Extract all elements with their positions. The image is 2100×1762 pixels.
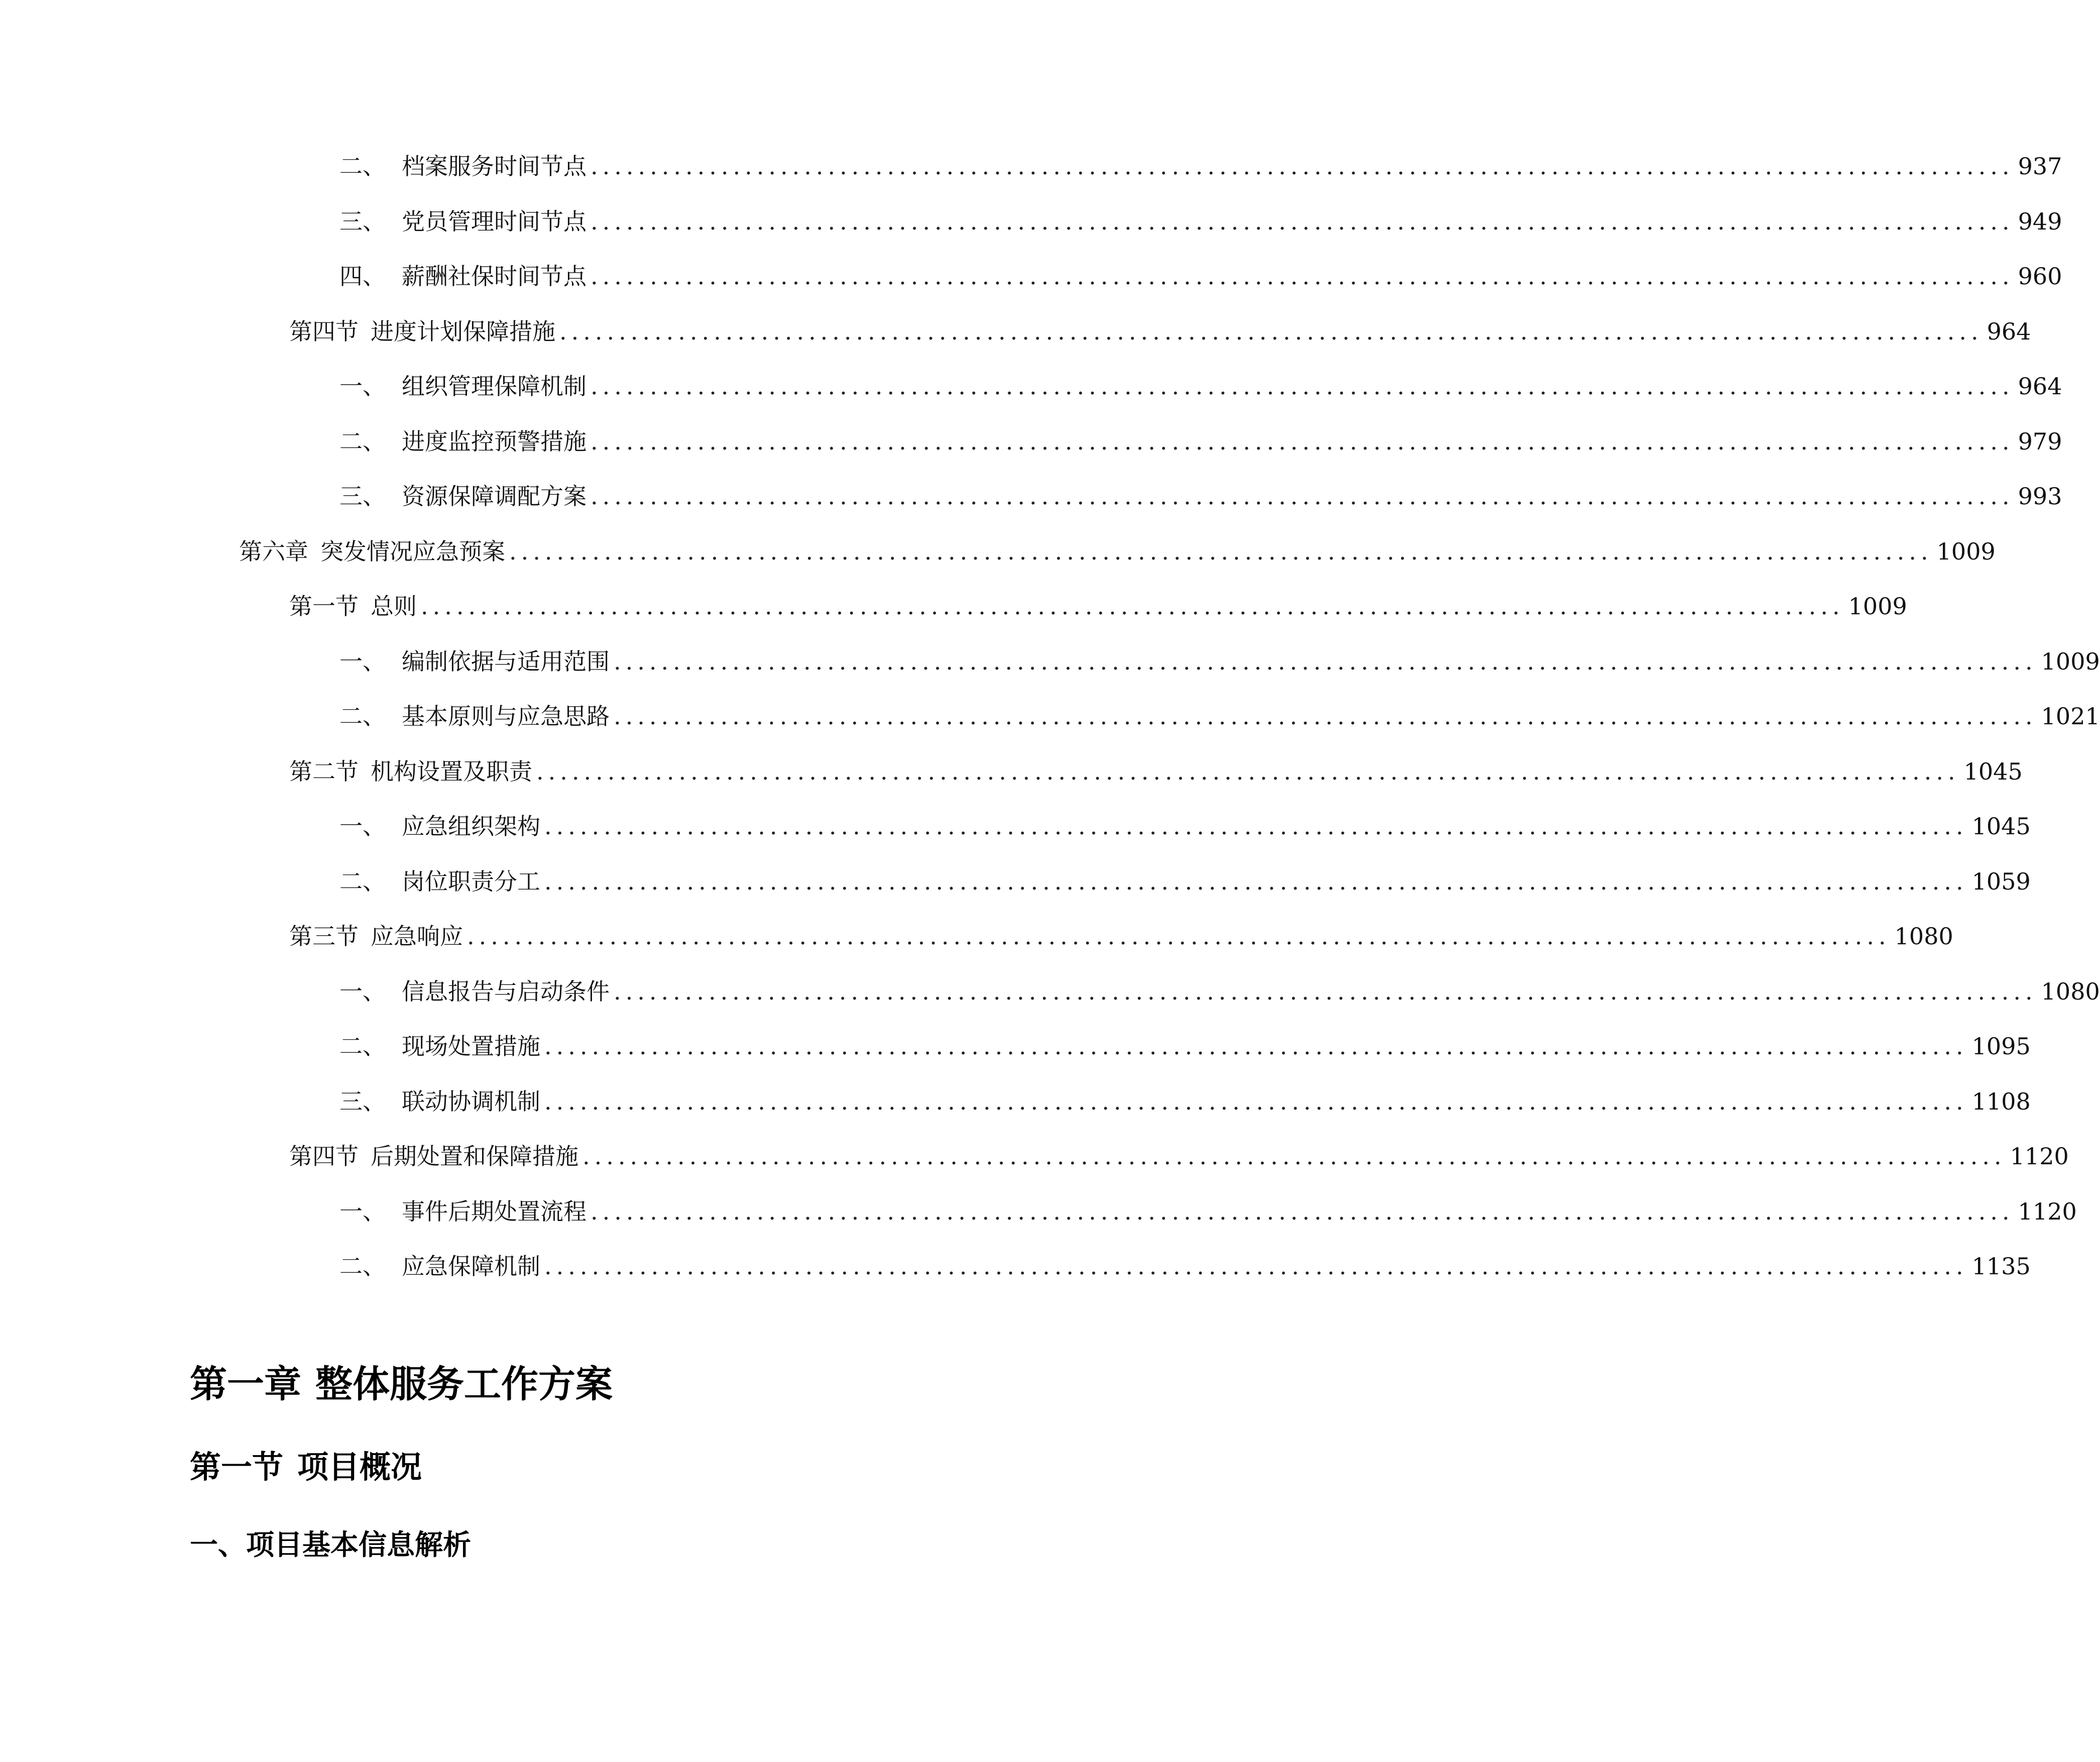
toc-entry-title: 档案服务时间节点 <box>402 153 587 180</box>
toc-entry <box>289 754 2023 789</box>
toc-leader-dots: ........................................................................................................................ <box>544 1088 1968 1115</box>
toc-leader-dots: ........................................................................................................................ <box>536 758 1960 785</box>
toc-entry-number: 二、 <box>339 153 386 180</box>
toc-entry <box>289 589 1907 624</box>
toc-page-number: 1135 <box>1971 1253 2031 1280</box>
toc-leader-dots: ........................................................................................................................ <box>614 978 2037 1005</box>
toc-entry-title: 组织管理保障机制 <box>402 373 587 400</box>
toc-entry <box>239 534 1996 569</box>
toc-page-number: 1120 <box>2018 1198 2077 1225</box>
toc-entry-number: 三、 <box>339 483 386 510</box>
toc-page-number: 964 <box>1987 318 2031 345</box>
toc-page-number: 937 <box>2018 153 2062 180</box>
toc-leader-dots: ........................................................................................................................ <box>591 373 2014 400</box>
toc-entry-title: 岗位职责分工 <box>402 868 540 895</box>
toc-entry-title: 应急组织架构 <box>402 813 540 840</box>
toc-leader-dots: ........................................................................................................................ <box>591 428 2014 455</box>
toc-leader-dots: ........................................................................................................................ <box>591 483 2014 510</box>
toc-entry-title: 机构设置及职责 <box>371 758 532 785</box>
toc-entry <box>339 1249 2031 1284</box>
toc-leader-dots: ........................................................................................................................ <box>582 1143 2006 1170</box>
toc-entry-number: 二、 <box>339 703 386 730</box>
toc-entry-number: 第三节 <box>289 923 359 950</box>
toc-entry-title: 现场处置措施 <box>402 1033 540 1060</box>
toc-leader-dots: ........................................................................................................................ <box>591 208 2014 235</box>
toc-leader-dots: ........................................................................................................................ <box>544 868 1968 895</box>
toc-entry-number: 第四节 <box>289 1143 359 1170</box>
toc-entry-number: 一、 <box>339 978 386 1005</box>
toc-entry-number: 三、 <box>339 208 386 235</box>
toc-entry-number: 一、 <box>339 1198 386 1225</box>
toc-leader-dots: ........................................................................................................................ <box>559 318 1983 345</box>
toc-entry-title: 进度监控预警措施 <box>402 428 587 455</box>
toc-entry <box>339 369 2062 404</box>
toc-leader-dots: ........................................................................................................................ <box>421 593 1844 620</box>
toc-entry-title: 资源保障调配方案 <box>402 483 587 510</box>
toc-page-number: 1045 <box>1963 758 2023 785</box>
toc-entry-title: 基本原则与应急思路 <box>402 703 610 730</box>
toc-page-number: 1009 <box>1848 593 1907 620</box>
subsection-heading: 一、项目基本信息解析 <box>190 1528 471 1562</box>
toc-entry-number: 一、 <box>339 648 386 675</box>
toc-page-number: 1009 <box>1936 538 1996 565</box>
toc-entry <box>289 314 2031 349</box>
toc-leader-dots: ........................................................................................................................ <box>509 538 1933 565</box>
toc-entry-title: 党员管理时间节点 <box>402 208 587 235</box>
toc-entry <box>339 149 2062 184</box>
toc-entry <box>339 479 2062 514</box>
toc-leader-dots: ........................................................................................................................ <box>544 1253 1968 1280</box>
toc-leader-dots: ........................................................................................................................ <box>544 813 1968 840</box>
toc-entry-number: 一、 <box>339 373 386 400</box>
toc-entry-number: 一、 <box>339 813 386 840</box>
toc-entry-title: 联动协调机制 <box>402 1088 540 1115</box>
toc-entry-number: 三、 <box>339 1088 386 1115</box>
toc-leader-dots: ........................................................................................................................ <box>614 703 2037 730</box>
toc-entry-title: 总则 <box>371 593 417 620</box>
toc-entry-number: 二、 <box>339 1033 386 1060</box>
toc-entry-number: 二、 <box>339 868 386 895</box>
toc-entry <box>339 424 2062 459</box>
toc-page-number: 1021 <box>2041 703 2100 730</box>
toc-entry-title: 应急响应 <box>371 923 463 950</box>
toc-entry-number: 四、 <box>339 263 386 290</box>
section-heading <box>190 1445 422 1490</box>
toc-page-number: 993 <box>2018 483 2062 510</box>
toc-leader-dots: ........................................................................................................................ <box>467 923 1891 950</box>
toc-entry-title: 薪酬社保时间节点 <box>402 263 587 290</box>
toc-entry-title: 应急保障机制 <box>402 1253 540 1280</box>
toc-entry <box>339 809 2031 844</box>
toc-entry-number: 第二节 <box>289 758 359 785</box>
toc-leader-dots: ........................................................................................................................ <box>591 1198 2014 1225</box>
toc-entry <box>339 699 2100 734</box>
toc-entry-title: 后期处置和保障措施 <box>371 1143 578 1170</box>
toc-page-number: 979 <box>2018 428 2062 455</box>
toc-page-number: 1009 <box>2041 648 2100 675</box>
toc-page-number: 1080 <box>1894 923 1953 950</box>
toc-page-number: 960 <box>2018 263 2062 290</box>
toc-page-number: 1095 <box>1971 1033 2031 1060</box>
toc-entry <box>339 1029 2031 1064</box>
toc-leader-dots: ........................................................................................................................ <box>591 263 2014 290</box>
toc-page-number: 1120 <box>2010 1143 2069 1170</box>
toc-entry <box>339 204 2062 239</box>
chapter-title: 整体服务工作方案 <box>315 1363 613 1406</box>
section-title: 项目概况 <box>297 1449 422 1485</box>
toc-page-number: 964 <box>2018 373 2062 400</box>
toc-page-number: 1080 <box>2041 978 2100 1005</box>
toc-entry-number: 第一节 <box>289 593 359 620</box>
toc-leader-dots: ........................................................................................................................ <box>544 1033 1968 1060</box>
toc-entry-number: 二、 <box>339 1253 386 1280</box>
toc-entry <box>339 864 2031 899</box>
chapter-heading <box>190 1359 613 1409</box>
toc-page-number: 1108 <box>1971 1088 2031 1115</box>
toc-page-number: 949 <box>2018 208 2062 235</box>
toc-page-number: 1045 <box>1971 813 2031 840</box>
toc-entry-number: 二、 <box>339 428 386 455</box>
toc-entry-title: 事件后期处置流程 <box>402 1198 587 1225</box>
toc-leader-dots: ........................................................................................................................ <box>591 153 2014 180</box>
toc-entry-number: 第六章 <box>239 538 308 565</box>
toc-entry <box>289 1139 2069 1174</box>
toc-entry-title: 信息报告与启动条件 <box>402 978 610 1005</box>
toc-entry-title: 进度计划保障措施 <box>371 318 555 345</box>
section-number: 第一节 <box>190 1449 284 1485</box>
toc-entry <box>339 1084 2031 1119</box>
toc-entry <box>339 259 2062 294</box>
toc-entry-title: 编制依据与适用范围 <box>402 648 610 675</box>
toc-entry <box>339 1194 2077 1229</box>
toc-leader-dots: ........................................................................................................................ <box>614 648 2037 675</box>
toc-page-number: 1059 <box>1971 868 2031 895</box>
toc-entry <box>289 919 1953 954</box>
chapter-number: 第一章 <box>190 1363 301 1406</box>
toc-entry-title: 突发情况应急预案 <box>320 538 505 565</box>
toc-entry-number: 第四节 <box>289 318 359 345</box>
toc-entry <box>339 644 2100 679</box>
toc-entry <box>339 974 2100 1009</box>
